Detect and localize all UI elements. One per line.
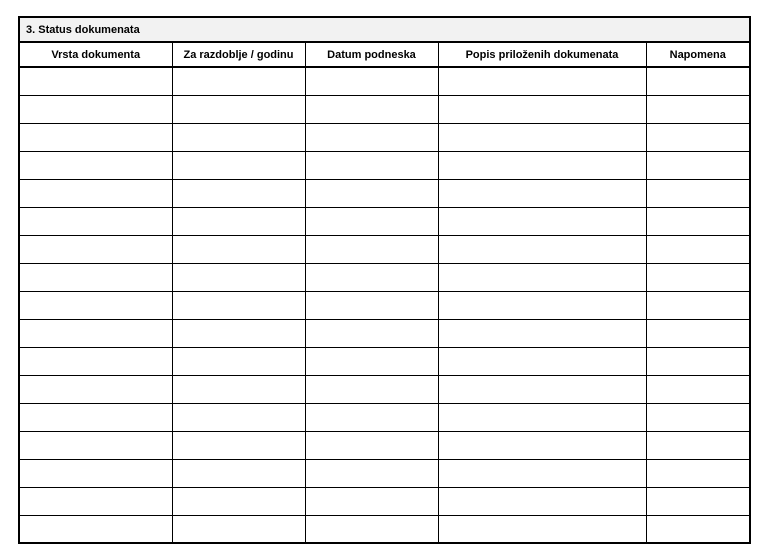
cell-submission-date[interactable] — [305, 207, 438, 235]
cell-submission-date[interactable] — [305, 459, 438, 487]
cell-note[interactable] — [646, 319, 749, 347]
cell-attached-documents[interactable] — [438, 95, 646, 123]
cell-attached-documents[interactable] — [438, 459, 646, 487]
cell-submission-date[interactable] — [305, 291, 438, 319]
cell-document-type[interactable] — [20, 291, 172, 319]
table-row — [20, 95, 749, 123]
cell-note[interactable] — [646, 207, 749, 235]
cell-submission-date[interactable] — [305, 263, 438, 291]
cell-period-year[interactable] — [172, 235, 305, 263]
cell-period-year[interactable] — [172, 375, 305, 403]
column-header-period-year: Za razdoblje / godinu — [172, 43, 305, 67]
cell-document-type[interactable] — [20, 179, 172, 207]
cell-period-year[interactable] — [172, 263, 305, 291]
cell-period-year[interactable] — [172, 207, 305, 235]
cell-submission-date[interactable] — [305, 179, 438, 207]
cell-attached-documents[interactable] — [438, 291, 646, 319]
cell-document-type[interactable] — [20, 459, 172, 487]
cell-document-type[interactable] — [20, 375, 172, 403]
cell-submission-date[interactable] — [305, 123, 438, 151]
cell-submission-date[interactable] — [305, 487, 438, 515]
cell-note[interactable] — [646, 515, 749, 543]
cell-submission-date[interactable] — [305, 347, 438, 375]
cell-submission-date[interactable] — [305, 319, 438, 347]
cell-note[interactable] — [646, 375, 749, 403]
cell-attached-documents[interactable] — [438, 431, 646, 459]
table-row — [20, 207, 749, 235]
section-title: 3. Status dokumenata — [20, 18, 749, 43]
cell-submission-date[interactable] — [305, 235, 438, 263]
table-row — [20, 431, 749, 459]
status-form — [18, 16, 751, 544]
table-row — [20, 319, 749, 347]
cell-note[interactable] — [646, 431, 749, 459]
status-table — [20, 43, 749, 543]
table-row — [20, 459, 749, 487]
column-header-document-type: Vrsta dokumenta — [20, 43, 172, 67]
cell-note[interactable] — [646, 403, 749, 431]
cell-period-year[interactable] — [172, 291, 305, 319]
table-row — [20, 123, 749, 151]
cell-submission-date[interactable] — [305, 375, 438, 403]
table-row — [20, 487, 749, 515]
cell-note[interactable] — [646, 151, 749, 179]
cell-note[interactable] — [646, 123, 749, 151]
table-body — [20, 67, 749, 543]
cell-note[interactable] — [646, 95, 749, 123]
cell-attached-documents[interactable] — [438, 403, 646, 431]
cell-document-type[interactable] — [20, 123, 172, 151]
cell-note[interactable] — [646, 459, 749, 487]
cell-attached-documents[interactable] — [438, 487, 646, 515]
cell-period-year[interactable] — [172, 403, 305, 431]
cell-attached-documents[interactable] — [438, 179, 646, 207]
header-row — [20, 43, 749, 67]
cell-attached-documents[interactable] — [438, 347, 646, 375]
cell-document-type[interactable] — [20, 207, 172, 235]
cell-note[interactable] — [646, 347, 749, 375]
cell-document-type[interactable] — [20, 235, 172, 263]
cell-note[interactable] — [646, 235, 749, 263]
column-header-note: Napomena — [646, 43, 749, 67]
cell-document-type[interactable] — [20, 95, 172, 123]
cell-period-year[interactable] — [172, 347, 305, 375]
cell-period-year[interactable] — [172, 431, 305, 459]
table-row — [20, 515, 749, 543]
cell-attached-documents[interactable] — [438, 123, 646, 151]
cell-document-type[interactable] — [20, 263, 172, 291]
table-row — [20, 263, 749, 291]
table-row — [20, 347, 749, 375]
cell-document-type[interactable] — [20, 515, 172, 543]
cell-period-year[interactable] — [172, 95, 305, 123]
table-row — [20, 291, 749, 319]
cell-note[interactable] — [646, 263, 749, 291]
column-header-submission-date: Datum podneska — [305, 43, 438, 67]
cell-submission-date[interactable] — [305, 95, 438, 123]
cell-note[interactable] — [646, 179, 749, 207]
cell-period-year[interactable] — [172, 515, 305, 543]
column-header-attached-documents: Popis priloženih dokumenata — [438, 43, 646, 67]
cell-period-year[interactable] — [172, 151, 305, 179]
table-row — [20, 375, 749, 403]
cell-attached-documents[interactable] — [438, 67, 646, 95]
cell-attached-documents[interactable] — [438, 207, 646, 235]
cell-document-type[interactable] — [20, 67, 172, 95]
table-row — [20, 67, 749, 95]
cell-period-year[interactable] — [172, 67, 305, 95]
cell-submission-date[interactable] — [305, 67, 438, 95]
cell-document-type[interactable] — [20, 431, 172, 459]
cell-note[interactable] — [646, 291, 749, 319]
cell-attached-documents[interactable] — [438, 235, 646, 263]
cell-document-type[interactable] — [20, 403, 172, 431]
cell-attached-documents[interactable] — [438, 151, 646, 179]
table-row — [20, 151, 749, 179]
cell-attached-documents[interactable] — [438, 375, 646, 403]
cell-document-type[interactable] — [20, 151, 172, 179]
cell-note[interactable] — [646, 67, 749, 95]
cell-attached-documents[interactable] — [438, 319, 646, 347]
cell-document-type[interactable] — [20, 487, 172, 515]
cell-submission-date[interactable] — [305, 431, 438, 459]
cell-document-type[interactable] — [20, 347, 172, 375]
table-row — [20, 403, 749, 431]
cell-submission-date[interactable] — [305, 151, 438, 179]
cell-period-year[interactable] — [172, 179, 305, 207]
cell-document-type[interactable] — [20, 319, 172, 347]
cell-note[interactable] — [646, 487, 749, 515]
table-row — [20, 179, 749, 207]
table-row — [20, 235, 749, 263]
cell-attached-documents[interactable] — [438, 515, 646, 543]
cell-period-year[interactable] — [172, 459, 305, 487]
cell-period-year[interactable] — [172, 123, 305, 151]
cell-period-year[interactable] — [172, 319, 305, 347]
cell-period-year[interactable] — [172, 487, 305, 515]
cell-submission-date[interactable] — [305, 515, 438, 543]
cell-submission-date[interactable] — [305, 403, 438, 431]
cell-attached-documents[interactable] — [438, 263, 646, 291]
